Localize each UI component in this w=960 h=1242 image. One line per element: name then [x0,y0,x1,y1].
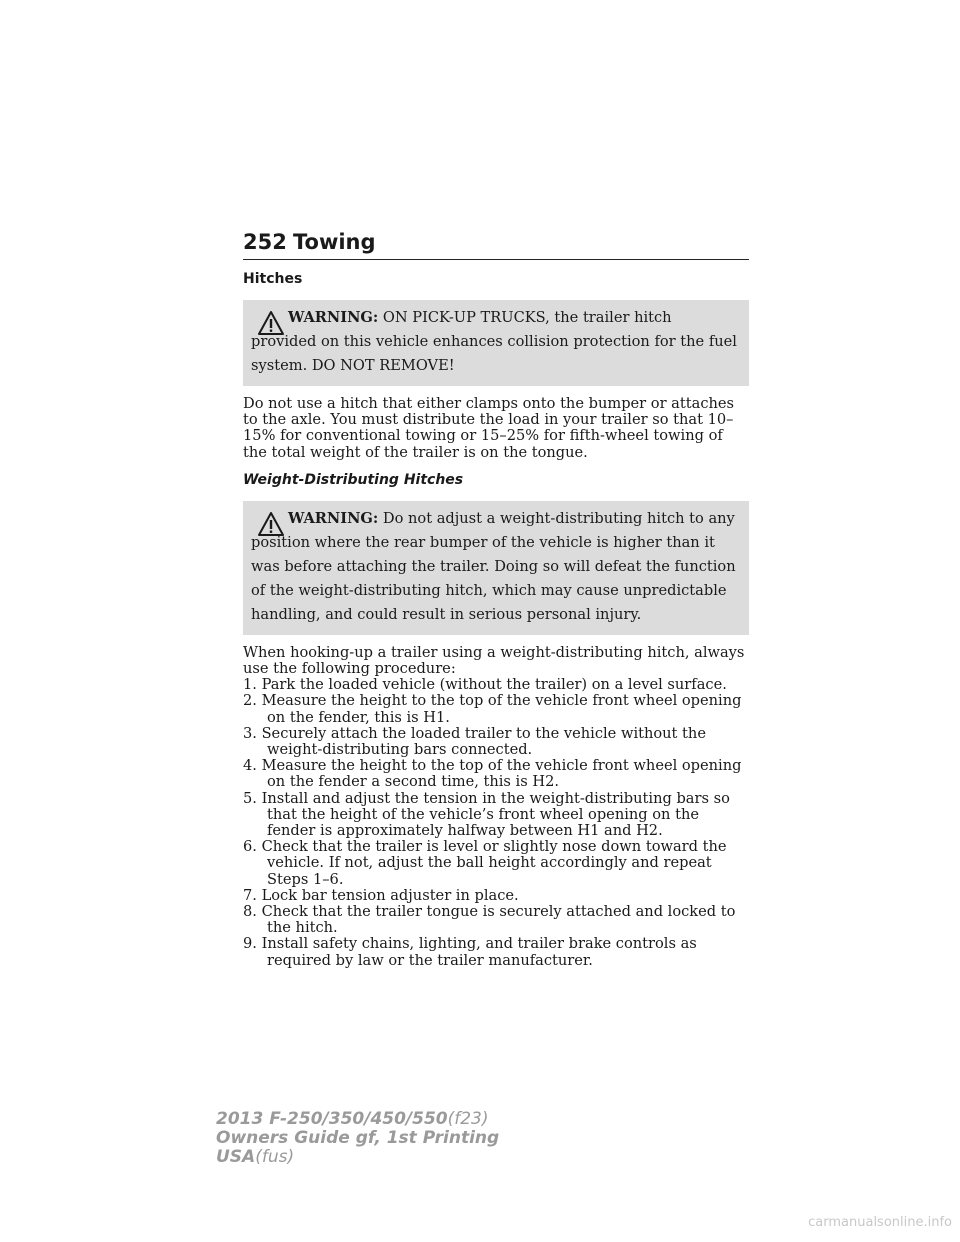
warning-label: WARNING: [288,509,379,527]
page-header [243,228,749,260]
list-item: 5. Install and adjust the tension in the weight-distributing bars so that the height of the vehicle’s front wheel opening on the fender is approximately halfway between H1 and H2. [243,789,730,840]
footer-model-code: (f23) [447,1109,489,1129]
footer-model: 2013 F-250/350/450/550 [216,1109,448,1129]
list-item: 3. Securely attach the loaded trailer to the vehicle without the weight-distributing bars connected. [243,724,706,759]
list-item: 9. Install safety chains, lighting, and trailer brake controls as required by law or the trailer manufacturer. [243,935,697,969]
section-title: Towing [293,230,376,254]
hitch-warning-box [243,300,749,386]
warning-triangle-icon [257,511,285,537]
footer-market: USA [216,1147,256,1167]
warning-triangle-icon [257,310,285,336]
list-item: 6. Check that the trailer is level or slightly nose down toward the vehicle. If not, adjust the ball height accordingly and repeat Steps 1–6. [243,838,727,888]
list-item: 4. Measure the height to the top of the vehicle front wheel opening on the fender a second time, this is H2. [243,757,742,791]
wdh-warning-box [243,501,749,635]
procedure-steps [243,677,749,969]
list-item: 8. Check that the trailer tongue is securely attached and locked to the hitch. [243,903,736,937]
warning-text: ON PICK-UP TRUCKS, the trailer hitch provided on this vehicle enhances collision protection for the fuel system. DO NOT REMOVE! [251,309,737,374]
footer-guide: Owners Guide gf, 1st Printing [216,1128,500,1148]
page-number: 252 [243,230,287,254]
hitches-heading: Hitches [243,271,303,287]
print-footer [216,1110,499,1167]
wdh-heading: Weight-Distributing Hitches [243,471,464,488]
watermark: carmanualsonline.info [808,1215,952,1230]
page-content [243,270,749,969]
procedure-intro: When hooking-up a trailer using a weight-distributing hitch, always use the following procedure: [243,643,745,678]
warning-text: Do not adjust a weight-distributing hitch to any position where the rear bumper of the vehicle is higher than it was before attaching the trailer. Doing so will defeat the function of the weight-distributing hitch, which may cause unpredictable handling, and could result in serious personal injury. [251,509,736,623]
list-item: 1. Park the loaded vehicle (without the trailer) on a level surface. [243,676,727,694]
list-item: 7. Lock bar tension adjuster in place. [243,886,519,904]
footer-market-code: (fus) [255,1147,295,1167]
hitch-paragraph: Do not use a hitch that either clamps onto the bumper or attaches to the axle. You must distribute the load in your trailer so that 10–15% for conventional towing or 15–25% for fifth-wheel towing of the total weight of the trailer is on the tongue. [243,395,735,461]
list-item: 2. Measure the height to the top of the vehicle front wheel opening on the fender, this is H1. [243,692,742,726]
warning-label: WARNING: [288,309,379,326]
